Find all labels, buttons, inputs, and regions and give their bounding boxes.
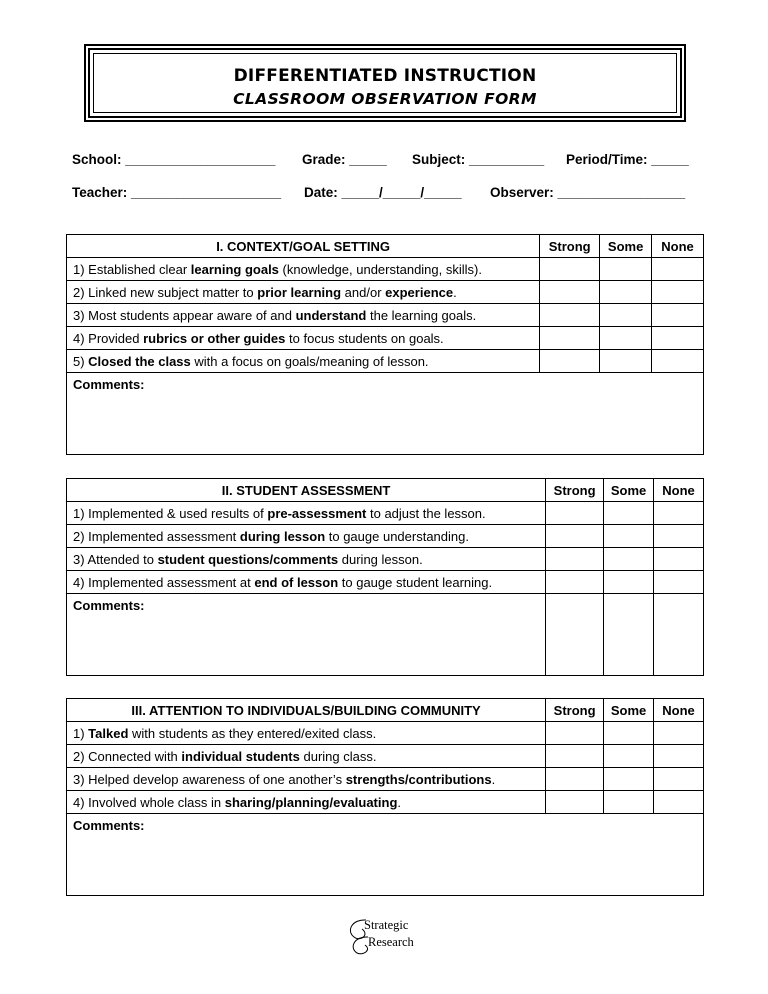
section-student-assessment [66, 478, 704, 676]
rating-cell-some[interactable] [600, 258, 652, 281]
criterion-row [67, 722, 704, 745]
criterion-emphasis: pre-assessment [267, 505, 367, 521]
teacher-field[interactable]: Teacher: ____________________ [72, 185, 282, 200]
criterion-text [67, 768, 546, 791]
criterion-segment: during class. [299, 748, 377, 764]
criterion-emphasis: strengths/contributions [345, 771, 492, 787]
criterion-emphasis: understand [295, 307, 367, 323]
rating-column-strong: Strong [540, 235, 600, 258]
rating-cell-none[interactable] [652, 281, 704, 304]
rating-cell-none[interactable] [654, 548, 704, 571]
title-inner-frame [93, 53, 677, 113]
rating-cell-some[interactable] [604, 502, 654, 525]
rating-cell-some[interactable] [604, 768, 654, 791]
rating-cell-none[interactable] [654, 791, 704, 814]
comments-label: Comments: [73, 818, 145, 833]
rating-column-some: Some [600, 235, 652, 258]
rating-cell-strong[interactable] [546, 722, 604, 745]
criterion-text [67, 745, 546, 768]
criterion-row [67, 548, 704, 571]
criterion-segment: the learning goals. [366, 307, 477, 323]
rating-column-some: Some [604, 699, 654, 722]
comments-rating-cell-strong[interactable] [546, 594, 604, 676]
criterion-text [67, 791, 546, 814]
form-title: DIFFERENTIATED INSTRUCTION [233, 66, 537, 86]
comments-area[interactable] [67, 814, 704, 896]
logo-line-1: Strategic [364, 918, 409, 932]
criterion-text [67, 327, 540, 350]
criterion-emphasis: experience [385, 284, 454, 300]
observer-field[interactable]: Observer: _________________ [490, 185, 686, 200]
rating-cell-some[interactable] [600, 327, 652, 350]
criterion-row [67, 768, 704, 791]
grade-field[interactable]: Grade: _____ [302, 152, 387, 167]
rating-cell-some[interactable] [604, 745, 654, 768]
rating-cell-none[interactable] [654, 722, 704, 745]
rating-cell-some[interactable] [604, 722, 654, 745]
criterion-row [67, 745, 704, 768]
criterion-emphasis: rubrics or other guides [143, 330, 286, 346]
criterion-text [67, 722, 546, 745]
rating-cell-none[interactable] [652, 350, 704, 373]
strategic-research-logo [344, 917, 434, 955]
criterion-segment: to gauge understanding. [325, 528, 469, 544]
rating-cell-strong[interactable] [540, 304, 600, 327]
criterion-row [67, 258, 704, 281]
rating-cell-none[interactable] [652, 258, 704, 281]
criterion-segment: 3) Attended to [73, 551, 158, 567]
comments-area[interactable] [67, 373, 704, 455]
rating-cell-none[interactable] [652, 304, 704, 327]
rating-cell-some[interactable] [604, 548, 654, 571]
comments-rating-cell-some[interactable] [604, 594, 654, 676]
rating-column-strong: Strong [546, 479, 604, 502]
criterion-row [67, 791, 704, 814]
criterion-text [67, 350, 540, 373]
rating-cell-some[interactable] [600, 304, 652, 327]
criterion-segment: 4) Involved whole class in [73, 794, 225, 810]
criterion-row [67, 502, 704, 525]
form-title-box [84, 44, 686, 122]
criterion-segment: during lesson. [338, 551, 423, 567]
criterion-emphasis: prior learning [257, 284, 342, 300]
criterion-text [67, 304, 540, 327]
section-attention-individuals [66, 698, 704, 896]
section-context-goal-setting [66, 234, 704, 455]
rating-cell-some[interactable] [600, 281, 652, 304]
rating-cell-strong[interactable] [540, 258, 600, 281]
period-time-field[interactable]: Period/Time: _____ [566, 152, 689, 167]
criterion-row [67, 327, 704, 350]
criterion-text [67, 258, 540, 281]
rating-cell-strong[interactable] [540, 350, 600, 373]
date-field[interactable]: Date: _____/_____/_____ [304, 185, 462, 200]
rating-cell-none[interactable] [654, 525, 704, 548]
rating-cell-strong[interactable] [546, 548, 604, 571]
rating-cell-none[interactable] [652, 327, 704, 350]
criterion-row [67, 304, 704, 327]
rating-column-strong: Strong [546, 699, 604, 722]
criterion-row [67, 281, 704, 304]
criterion-segment: 3) Helped develop awareness of one another’s [73, 771, 346, 787]
rating-cell-strong[interactable] [540, 327, 600, 350]
subject-field[interactable]: Subject: __________ [412, 152, 545, 167]
criterion-emphasis: student questions/comments [157, 551, 339, 567]
rating-cell-some[interactable] [604, 571, 654, 594]
criterion-segment: . [491, 771, 496, 787]
criterion-segment: to adjust the lesson. [366, 505, 486, 521]
criterion-emphasis: sharing/planning/evaluating [224, 794, 398, 810]
rating-cell-some[interactable] [604, 525, 654, 548]
rating-cell-none[interactable] [654, 571, 704, 594]
rating-column-some: Some [604, 479, 654, 502]
criterion-row [67, 571, 704, 594]
criterion-emphasis: Closed the class [88, 353, 191, 369]
criterion-row [67, 350, 704, 373]
rating-cell-none[interactable] [654, 502, 704, 525]
criterion-segment: with students as they entered/exited class. [128, 725, 377, 741]
criterion-segment: . [453, 284, 457, 300]
criterion-segment: 3) Most students appear aware of and [73, 307, 296, 323]
criterion-emphasis: end of lesson [254, 574, 339, 590]
rating-column-none: None [654, 479, 704, 502]
comments-rating-cell-none[interactable] [654, 594, 704, 676]
rating-cell-strong[interactable] [546, 745, 604, 768]
criterion-text [67, 281, 540, 304]
criterion-segment: 5) [73, 353, 89, 369]
section-heading: I. CONTEXT/GOAL SETTING [67, 235, 540, 258]
criterion-row [67, 525, 704, 548]
section-heading: II. STUDENT ASSESSMENT [67, 479, 546, 502]
rating-cell-none[interactable] [654, 768, 704, 791]
rating-cell-strong[interactable] [546, 502, 604, 525]
criterion-segment: 4) Provided [73, 330, 144, 346]
rating-column-none: None [652, 235, 704, 258]
criterion-segment: 2) Linked new subject matter to [73, 284, 258, 300]
criterion-text [67, 571, 546, 594]
title-frame [88, 48, 682, 118]
rating-cell-strong[interactable] [546, 571, 604, 594]
criterion-text [67, 525, 546, 548]
rating-cell-strong[interactable] [546, 525, 604, 548]
criterion-segment: . [397, 794, 402, 810]
criterion-segment: and/or [341, 284, 386, 300]
school-field[interactable]: School: ____________________ [72, 152, 276, 167]
criterion-segment: 2) Connected with [73, 748, 182, 764]
rating-cell-some[interactable] [600, 350, 652, 373]
criterion-text [67, 548, 546, 571]
logo-line-2: Research [368, 935, 414, 949]
criterion-segment: 1) Implemented & used results of [73, 505, 268, 521]
rating-column-none: None [654, 699, 704, 722]
criterion-segment: 4) Implemented assessment at [73, 574, 255, 590]
form-subtitle: CLASSROOM OBSERVATION FORM [233, 90, 537, 108]
criterion-segment: 2) Implemented assessment [73, 528, 240, 544]
criterion-segment: 1) Established clear [73, 261, 191, 277]
criterion-text [67, 502, 546, 525]
criterion-segment: (knowledge, understanding, skills). [278, 261, 482, 277]
rating-cell-strong[interactable] [546, 791, 604, 814]
section-heading: III. ATTENTION TO INDIVIDUALS/BUILDING COMMUNITY [67, 699, 546, 722]
rating-cell-strong[interactable] [540, 281, 600, 304]
comments-area[interactable] [67, 594, 546, 676]
criterion-emphasis: during lesson [239, 528, 326, 544]
rating-cell-strong[interactable] [546, 768, 604, 791]
rating-cell-none[interactable] [654, 745, 704, 768]
criterion-emphasis: learning goals [190, 261, 279, 277]
criterion-emphasis: Talked [88, 725, 129, 741]
criterion-segment: 1) [73, 725, 89, 741]
comments-label: Comments: [73, 598, 145, 613]
criterion-segment: to focus students on goals. [285, 330, 444, 346]
criterion-segment: to gauge student learning. [338, 574, 493, 590]
criterion-emphasis: individual students [181, 748, 300, 764]
rating-cell-some[interactable] [604, 791, 654, 814]
comments-label: Comments: [73, 377, 145, 392]
criterion-segment: with a focus on goals/meaning of lesson. [190, 353, 429, 369]
